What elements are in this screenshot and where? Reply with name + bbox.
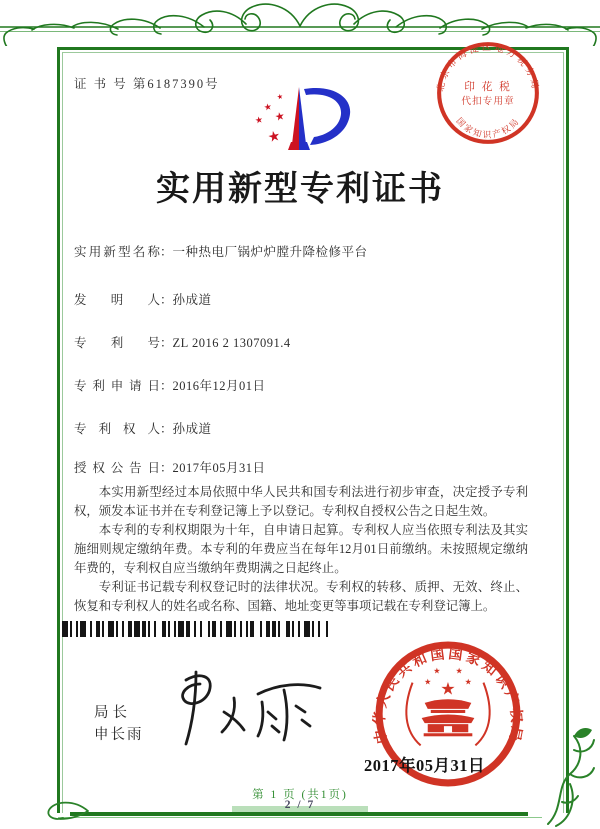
stamp-duty-seal [432, 37, 544, 149]
star-icon: ★ [263, 102, 273, 114]
logo-base-right [299, 142, 310, 150]
tax-seal-line2: 代扣专用章 [461, 96, 515, 108]
field-colon: ： [160, 245, 173, 259]
field-value: ZL 2016 2 1307091.4 [172, 336, 291, 350]
star-icon: ★ [276, 92, 284, 102]
bottom-right-ornament [538, 724, 600, 828]
star-icon: ★ [273, 109, 287, 124]
field-colon: ： [160, 336, 173, 350]
field-row-patentee [74, 419, 544, 437]
national-emblem [424, 665, 472, 699]
field-colon: ： [160, 422, 173, 436]
star-icon: ★ [433, 665, 441, 676]
certificate-number: 证 书 号 第6187390号 [74, 77, 220, 91]
footer-rule [70, 812, 528, 816]
tax-seal-line1: 印 花 税 [464, 80, 512, 93]
field-value: 孙成道 [172, 422, 212, 436]
field-label: 专利权人 [74, 422, 160, 436]
field-colon: ： [160, 379, 173, 393]
director-signature [156, 666, 336, 754]
logo-monument-right [299, 87, 306, 144]
logo-arc [304, 88, 350, 145]
paragraph: 本实用新型经过本局依照中华人民共和国专利法进行初步审查，决定授予专利权，颁发本证书并在专利登记簿上予以登记。专利权自授权公告之日起生效。 [74, 485, 528, 518]
paragraph: 本专利的专利权期限为十年，自申请日起算。专利权人应当依照专利法及其实施细则规定缴纳年费。本专利的年费应当在每年12月01日前缴纳。未按照规定缴纳年费的，专利权自应当缴纳年费期满之日起终止。 [74, 523, 528, 575]
grant-date-stamp: 2017年05月31日 [364, 756, 485, 775]
field-value: 2017年05月31日 [172, 461, 266, 475]
logo-stars [254, 92, 286, 146]
footer-rule-light [58, 817, 542, 818]
barcode [62, 621, 347, 637]
star-icon: ★ [440, 679, 456, 700]
field-row-grant-date [74, 458, 544, 476]
paragraph: 专利证书记载专利权登记时的法律状况。专利权的转移、质押、无效、终止、恢复和专利权人的姓名或名称、国籍、地址变更等事项记载在专利登记簿上。 [74, 580, 528, 613]
footer-page-info: 第 1 页 (共1页) [252, 789, 348, 801]
certificate-title: 实用新型专利证书 [156, 171, 444, 208]
field-label: 发明人 [74, 293, 160, 307]
star-icon: ★ [266, 127, 283, 147]
field-value: 2016年12月01日 [172, 379, 266, 393]
field-row-patent-number [74, 333, 544, 351]
footer-page-fraction: 2 / 7 [284, 799, 316, 811]
field-value: 一种热电厂锅炉炉膛升降检修平台 [172, 245, 368, 259]
field-row-inventor [74, 290, 544, 308]
office-seal-arc-text: 中华人民共和国国家知识产权局 [372, 646, 524, 746]
field-row-invention-name [74, 242, 544, 260]
star-icon: ★ [424, 676, 432, 687]
logo-monument-left [292, 87, 299, 144]
legal-text [74, 483, 528, 616]
star-icon: ★ [254, 115, 265, 127]
star-icon: ★ [455, 665, 463, 676]
field-label: 授权公告日 [74, 461, 160, 475]
star-icon: ★ [464, 676, 472, 687]
director-name: 申长雨 [94, 727, 144, 743]
field-colon: ： [160, 293, 173, 307]
tax-seal-arc-top: 北京市海淀区地方税务局 [435, 42, 541, 93]
cnipa-logo [222, 84, 378, 156]
tax-seal-arc-bottom: 国家知识产权局 [454, 115, 522, 140]
field-label: 实用新型名称 [74, 245, 160, 259]
field-value: 孙成道 [172, 293, 212, 307]
field-label: 专利申请日 [74, 379, 160, 393]
field-label: 专利号 [74, 336, 160, 350]
emblem-gate [422, 699, 475, 736]
field-colon: ： [160, 461, 173, 475]
director-title: 局长 [94, 705, 131, 721]
logo-base-left [288, 142, 299, 150]
field-row-filing-date [74, 376, 544, 394]
